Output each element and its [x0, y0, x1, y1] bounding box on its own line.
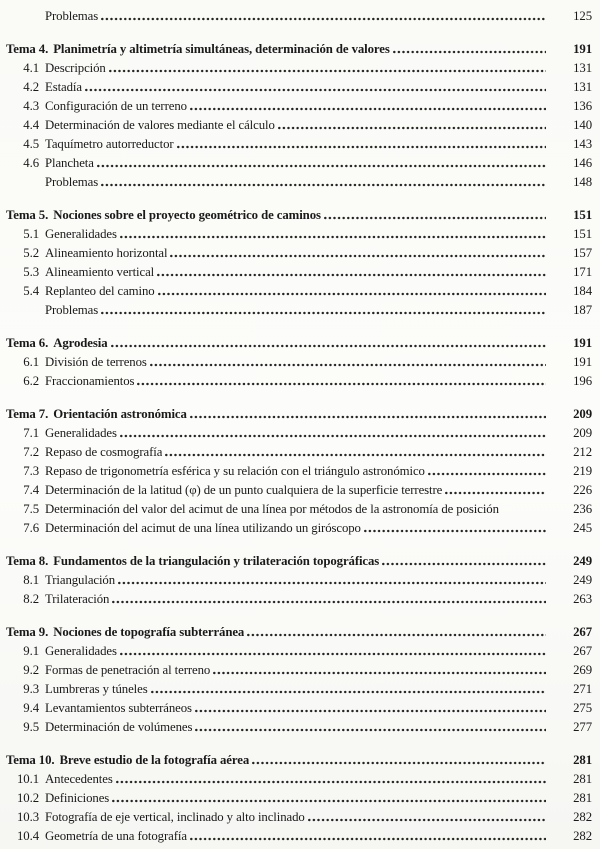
toc-entry	[6, 225, 592, 244]
entry-title: Fotografía de eje vertical, inclinado y alto inclinado	[45, 809, 305, 824]
dot-leader	[177, 144, 546, 150]
toc-entry	[6, 116, 592, 135]
entry-number: 9.5	[23, 720, 39, 735]
entry-page: 131	[573, 60, 592, 75]
entry-title: Levantamientos subterráneos	[45, 701, 192, 715]
entry-page: 267	[573, 643, 592, 658]
entry-page: 249	[573, 572, 592, 587]
entry-page: 281	[573, 752, 592, 767]
entry-page: 157	[573, 246, 592, 261]
entry-title: Nociones sobre el proyecto geométrico de caminos	[53, 207, 321, 222]
toc-entry	[6, 40, 592, 59]
entry-title: Repaso de cosmografía	[45, 444, 163, 459]
entry-number: Tema 6.	[6, 335, 49, 350]
dot-leader	[445, 490, 546, 496]
toc-entry	[6, 334, 592, 353]
entry-title: Replanteo del camino	[45, 284, 155, 299]
entry-number: 7.3	[23, 463, 39, 478]
dot-leader	[195, 727, 546, 733]
entry-title: Problemas	[45, 175, 99, 190]
entry-number: 9.3	[23, 681, 39, 696]
entry-page: 271	[573, 681, 592, 696]
entry-number: 10.2	[17, 790, 39, 805]
entry-page: 245	[573, 521, 592, 536]
entry-title: Plancheta	[45, 156, 94, 171]
toc-entry	[6, 718, 592, 737]
entry-title: Descripción	[45, 60, 106, 75]
entry-number: 10.1	[17, 771, 39, 786]
entry-title: Estadía	[45, 79, 82, 94]
toc-entry	[6, 789, 592, 808]
entry-page: 131	[573, 79, 592, 94]
dot-leader	[158, 291, 546, 297]
toc-entry	[6, 173, 592, 192]
entry-number: Tema 5.	[6, 207, 49, 222]
toc-entry	[6, 500, 592, 519]
toc-entry	[6, 372, 592, 391]
dot-leader	[213, 670, 546, 676]
entry-title: Antecedentes	[45, 771, 113, 786]
entry-title: Taquímetro autorreductor	[45, 137, 174, 152]
entry-page: 146	[573, 156, 592, 171]
dot-leader	[111, 343, 546, 349]
entry-number: 7.1	[23, 425, 39, 440]
dot-leader	[151, 689, 546, 695]
toc-entry	[6, 263, 592, 282]
dot-leader	[109, 68, 546, 74]
entry-number: 7.4	[23, 483, 39, 498]
entry-number: 10.4	[17, 829, 39, 844]
entry-title: Alineamiento vertical	[45, 265, 155, 280]
entry-page: 209	[573, 406, 592, 421]
entry-number: 7.6	[23, 521, 39, 536]
toc-entry	[6, 699, 592, 718]
dot-leader	[278, 125, 546, 131]
entry-page: 249	[573, 553, 592, 568]
entry-page: 226	[573, 483, 592, 498]
entry-number: Tema 4.	[6, 41, 49, 56]
entry-page: 191	[573, 355, 592, 369]
entry-title: Formas de penetración al terreno	[45, 662, 211, 677]
dot-leader	[120, 433, 546, 439]
dot-leader	[393, 49, 546, 55]
toc-entry	[6, 519, 592, 538]
entry-title: Problemas	[45, 303, 99, 318]
entry-page: 148	[573, 175, 592, 190]
entry-title: Agrodesia	[53, 335, 108, 350]
entry-title: Planimetría y altimetría simultáneas, determinación de valores	[53, 41, 390, 56]
entry-number: 5.4	[23, 284, 39, 299]
dot-leader	[101, 16, 546, 22]
entry-page: 269	[573, 662, 592, 677]
dot-leader	[116, 779, 546, 785]
toc-entry	[6, 661, 592, 680]
toc-entry	[6, 642, 592, 661]
entry-title: Determinación del acimut de una línea utilizando un giróscopo	[45, 521, 361, 536]
entry-page: 219	[573, 463, 592, 478]
toc-entry	[6, 206, 592, 225]
dot-leader	[150, 362, 546, 368]
toc-entry	[6, 301, 592, 320]
entry-title: Nociones de topografía subterránea	[53, 624, 245, 639]
toc-entry	[6, 97, 592, 116]
toc-entry	[6, 571, 592, 590]
toc-entry	[6, 680, 592, 699]
entry-title: Problemas	[45, 9, 99, 23]
entry-number: 4.3	[23, 98, 39, 113]
toc-entry	[6, 154, 592, 173]
entry-title: Configuración de un terreno	[45, 98, 187, 113]
entry-title: Determinación de volúmenes	[45, 720, 193, 735]
entry-title: Determinación de la latitud (φ) de un punto cualquiera de la superficie terrestre	[45, 483, 443, 498]
dot-leader	[85, 87, 546, 93]
entry-number: 5.2	[23, 246, 39, 261]
toc-entry	[6, 135, 592, 154]
dot-leader	[112, 798, 546, 804]
toc-entry	[6, 552, 592, 571]
entry-title: Trilateración	[45, 592, 110, 607]
toc-entry	[6, 590, 592, 609]
entry-page: 136	[573, 98, 592, 113]
toc-entry	[6, 244, 592, 263]
entry-page: 140	[573, 117, 592, 132]
entry-title: Geometría de una fotografía	[45, 829, 187, 844]
toc-entry	[6, 751, 592, 770]
toc-entry	[6, 78, 592, 97]
entry-number: Tema 8.	[6, 553, 49, 568]
toc-entry	[6, 7, 592, 26]
entry-page: 263	[573, 592, 592, 607]
entry-number: 8.1	[23, 572, 39, 587]
entry-page: 187	[573, 303, 592, 318]
entry-number: 4.4	[23, 117, 39, 132]
entry-number: Tema 9.	[6, 624, 49, 639]
entry-page: 143	[573, 137, 592, 152]
entry-title: Determinación del valor del acimut de una línea por métodos de la astronomía de posición	[45, 502, 499, 517]
toc-list	[6, 7, 592, 846]
dot-leader	[308, 817, 546, 823]
entry-page: 196	[573, 374, 592, 389]
entry-number: 9.2	[23, 662, 39, 677]
dot-leader	[252, 760, 546, 766]
entry-number: 6.2	[23, 374, 39, 389]
entry-title: Triangulación	[45, 572, 116, 587]
entry-number: 6.1	[23, 355, 39, 369]
toc-entry	[6, 827, 592, 846]
entry-number: 9.1	[23, 643, 39, 658]
entry-title: Repaso de trigonometría esférica y su relación con el triángulo astronómico	[45, 463, 425, 478]
dot-leader	[112, 599, 546, 605]
toc-entry	[6, 481, 592, 500]
dot-leader	[137, 381, 546, 387]
entry-number: 10.3	[17, 809, 39, 824]
entry-title: Alineamiento horizontal	[45, 246, 168, 261]
entry-number: 7.5	[23, 502, 39, 517]
dot-leader	[382, 561, 546, 567]
dot-leader	[118, 580, 546, 586]
toc-entry	[6, 443, 592, 462]
entry-page: 151	[573, 226, 592, 241]
entry-title: Generalidades	[45, 425, 117, 440]
entry-number: 4.5	[23, 137, 39, 152]
entry-title: Definiciones	[45, 790, 110, 805]
entry-page: 171	[573, 265, 592, 280]
toc-entry	[6, 462, 592, 481]
entry-page: 282	[573, 809, 592, 824]
entry-number: Tema 7.	[6, 406, 49, 421]
dot-leader	[120, 234, 546, 240]
dot-leader	[101, 310, 546, 316]
entry-title: Lumbreras y túneles	[45, 681, 148, 696]
entry-page: 191	[573, 335, 592, 350]
entry-number: 4.6	[23, 156, 39, 171]
dot-leader	[364, 528, 546, 534]
entry-page: 267	[573, 624, 592, 639]
dot-leader	[170, 253, 546, 259]
entry-page: 282	[573, 829, 592, 844]
entry-number: 7.2	[23, 444, 39, 459]
entry-title: Generalidades	[45, 643, 117, 658]
toc-entry	[6, 424, 592, 443]
toc-entry	[6, 808, 592, 827]
entry-page: 277	[573, 720, 592, 735]
toc-entry	[6, 623, 592, 642]
entry-page: 275	[573, 701, 592, 715]
entry-number: 8.2	[23, 592, 39, 607]
dot-leader	[190, 106, 546, 112]
entry-page: 236	[573, 502, 592, 517]
entry-title: Generalidades	[45, 226, 117, 241]
entry-page: 151	[573, 207, 592, 222]
entry-page: 184	[573, 284, 592, 299]
dot-leader	[165, 452, 546, 458]
entry-title: Breve estudio de la fotografía aérea	[59, 752, 250, 767]
toc-entry	[6, 770, 592, 789]
entry-title: Fundamentos de la triangulación y trilateración topográficas	[53, 553, 380, 568]
entry-page: 125	[573, 9, 592, 23]
dot-leader	[97, 163, 546, 169]
entry-number: 5.1	[23, 226, 39, 241]
entry-page: 281	[573, 790, 592, 805]
dot-leader	[120, 651, 546, 657]
entry-title: Determinación de valores mediante el cálculo	[45, 117, 275, 132]
entry-number: Tema 10.	[6, 752, 55, 767]
dot-leader	[195, 708, 546, 714]
entry-number: 9.4	[23, 701, 39, 715]
entry-page: 209	[573, 425, 592, 440]
entry-title: Orientación astronómica	[53, 406, 187, 421]
dot-leader	[428, 471, 546, 477]
entry-title: División de terrenos	[45, 355, 147, 369]
entry-page: 191	[573, 41, 592, 56]
toc-entry	[6, 405, 592, 424]
toc-entry	[6, 59, 592, 78]
dot-leader	[247, 632, 546, 638]
dot-leader	[190, 836, 546, 842]
dot-leader	[101, 182, 546, 188]
toc-entry	[6, 282, 592, 301]
entry-number: 5.3	[23, 265, 39, 280]
toc-entry	[6, 353, 592, 372]
dot-leader	[324, 215, 546, 221]
entry-number: 4.2	[23, 79, 39, 94]
dot-leader	[157, 272, 546, 278]
entry-title: Fraccionamientos	[45, 374, 135, 389]
dot-leader	[190, 414, 546, 420]
entry-page: 281	[573, 771, 592, 786]
entry-page: 212	[573, 444, 592, 459]
entry-number: 4.1	[23, 60, 39, 75]
